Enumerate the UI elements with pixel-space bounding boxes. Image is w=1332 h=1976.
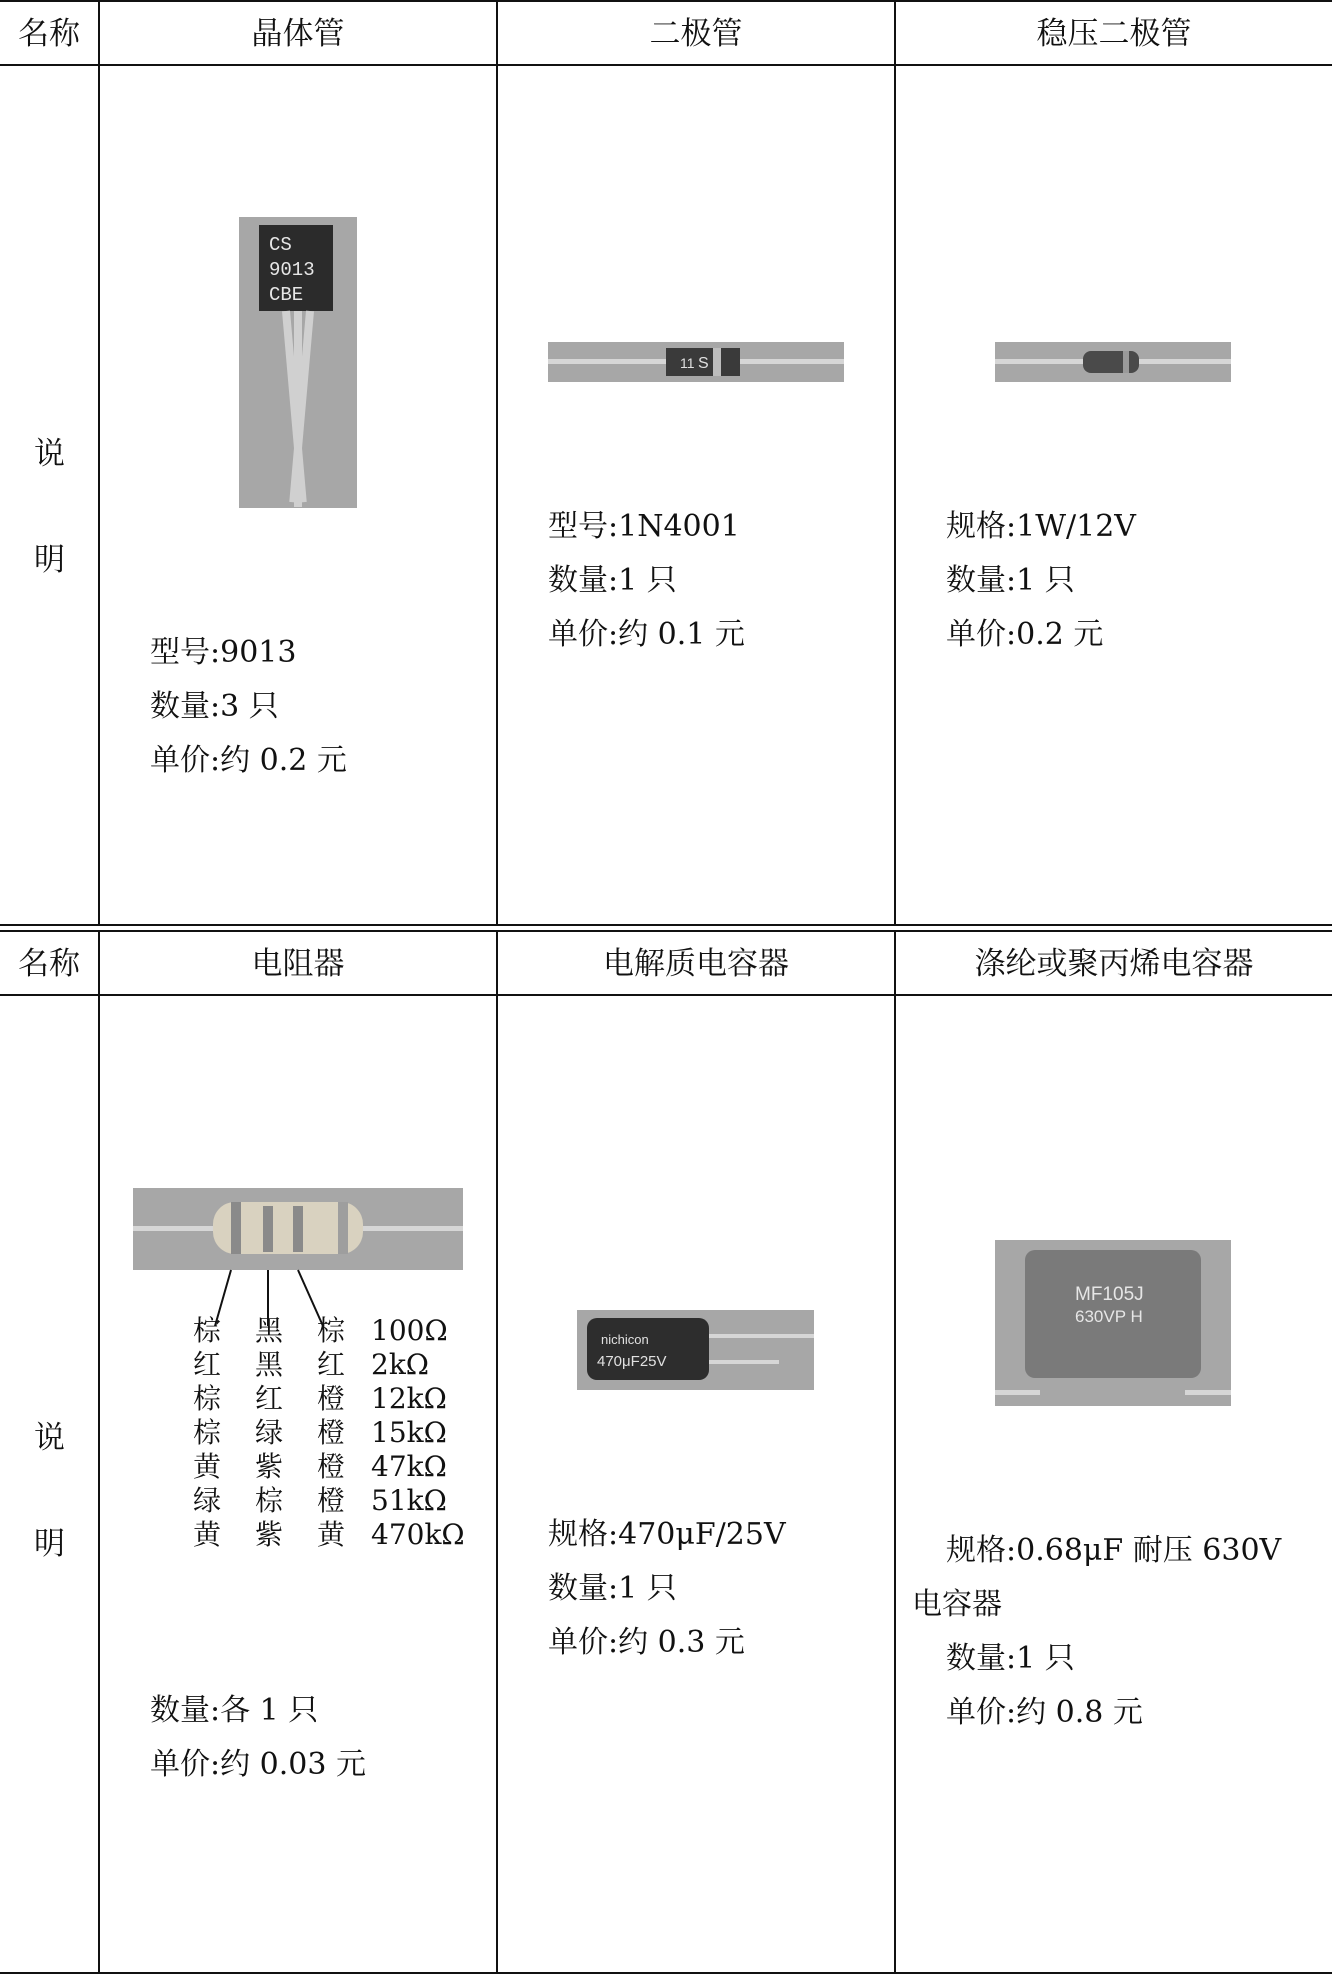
table1-col-divider-1 xyxy=(98,0,100,926)
color-code-row: 黄 紫 黄 470kΩ xyxy=(193,1518,465,1551)
table1-col-divider-3 xyxy=(894,0,896,926)
diode-photo-art xyxy=(548,342,844,382)
table2-name-label: 名称 xyxy=(18,946,80,982)
electrolytic-photo-art xyxy=(577,1310,814,1390)
zener-spec: 规格:1W/12V xyxy=(946,509,1136,544)
film-capacitor-info xyxy=(912,1524,1281,1740)
film-capacitor-photo-art xyxy=(995,1240,1231,1406)
table2-desc-label-2: 明 xyxy=(34,1526,65,1562)
table1-name-label: 名称 xyxy=(18,16,80,52)
zener-price: 单价:0.2 元 xyxy=(946,617,1104,652)
transistor-model: 型号:9013 xyxy=(150,635,297,670)
table2-col-divider-2 xyxy=(496,930,498,1974)
transistor-marking-2: 9013 xyxy=(269,259,315,281)
electrolytic-info xyxy=(548,1508,786,1670)
diode-info xyxy=(548,500,745,662)
transistor-photo xyxy=(239,217,357,508)
zener-photo-art xyxy=(995,342,1231,382)
diode-quantity: 数量:1 只 xyxy=(548,563,677,598)
electrolytic-price: 单价:约 0.3 元 xyxy=(548,1625,745,1660)
film-capacitor-spec: 规格:0.68μF 耐压 630V xyxy=(946,1533,1282,1568)
table1-bottom-border xyxy=(0,924,1332,926)
film-capacitor-title: 涤纶或聚丙烯电容器 xyxy=(974,946,1254,982)
resistor-color-code-table xyxy=(193,1314,481,1552)
electrolytic-quantity: 数量:1 只 xyxy=(548,1571,677,1606)
table2-col-divider-1 xyxy=(98,930,100,1974)
resistor-photo xyxy=(133,1188,463,1270)
table1-desc-label-2: 明 xyxy=(34,542,65,578)
transistor-quantity: 数量:3 只 xyxy=(150,689,279,724)
color-code-row: 红 黑 红 2kΩ xyxy=(193,1348,429,1381)
diode-marking-1: S xyxy=(698,355,709,372)
electrolytic-marking-2: 470μF25V xyxy=(597,1353,667,1370)
diode-price: 单价:约 0.1 元 xyxy=(548,617,745,652)
diode-marking-2: 11 xyxy=(680,355,695,371)
color-code-row: 黄 紫 橙 47kΩ xyxy=(193,1450,447,1483)
electrolytic-spec: 规格:470μF/25V xyxy=(548,1517,786,1552)
table2-col-divider-3 xyxy=(894,930,896,1974)
film-capacitor-photo xyxy=(995,1240,1231,1406)
film-capacitor-marking-1: MF105J xyxy=(1075,1284,1144,1305)
electrolytic-marking-1: nichicon xyxy=(601,1332,649,1347)
resistor-price: 单价:约 0.03 元 xyxy=(150,1747,366,1782)
resistor-photo-art xyxy=(133,1188,463,1270)
table2-bottom-border xyxy=(0,1972,1332,1974)
table2-desc-label-1: 说 xyxy=(34,1420,65,1456)
transistor-marking-1: CS xyxy=(269,234,292,256)
resistor-title: 电阻器 xyxy=(251,946,345,982)
film-capacitor-marking-2: 630VP H xyxy=(1075,1307,1143,1326)
resistor-info xyxy=(150,1684,366,1792)
diode-title: 二极管 xyxy=(649,16,743,52)
electrolytic-capacitor-photo xyxy=(577,1310,814,1390)
transistor-title: 晶体管 xyxy=(251,16,345,52)
transistor-price: 单价:约 0.2 元 xyxy=(150,743,347,778)
color-code-row: 棕 红 橙 12kΩ xyxy=(193,1382,447,1415)
zener-diode-title: 稳压二极管 xyxy=(1036,16,1192,52)
color-code-row: 棕 黑 棕 100Ω xyxy=(193,1314,448,1347)
transistor-info xyxy=(150,626,347,788)
film-capacitor-quantity: 数量:1 只 xyxy=(946,1641,1075,1676)
table1-col-divider-2 xyxy=(496,0,498,926)
zener-diode-photo xyxy=(995,342,1231,382)
diode-photo xyxy=(548,342,844,382)
resistor-quantity: 数量:各 1 只 xyxy=(150,1693,319,1728)
film-capacitor-spec-cont: 电容器 xyxy=(912,1587,1002,1622)
table1-desc-label-1: 说 xyxy=(34,436,65,472)
zener-info xyxy=(946,500,1136,662)
zener-quantity: 数量:1 只 xyxy=(946,563,1075,598)
color-code-row: 棕 绿 橙 15kΩ xyxy=(193,1416,447,1449)
film-capacitor-price: 单价:约 0.8 元 xyxy=(946,1695,1143,1730)
color-code-row: 绿 棕 橙 51kΩ xyxy=(193,1484,447,1517)
transistor-photo-art xyxy=(239,217,357,508)
transistor-marking-3: CBE xyxy=(269,284,304,306)
diode-model: 型号:1N4001 xyxy=(548,509,740,544)
electrolytic-capacitor-title: 电解质电容器 xyxy=(603,946,789,982)
